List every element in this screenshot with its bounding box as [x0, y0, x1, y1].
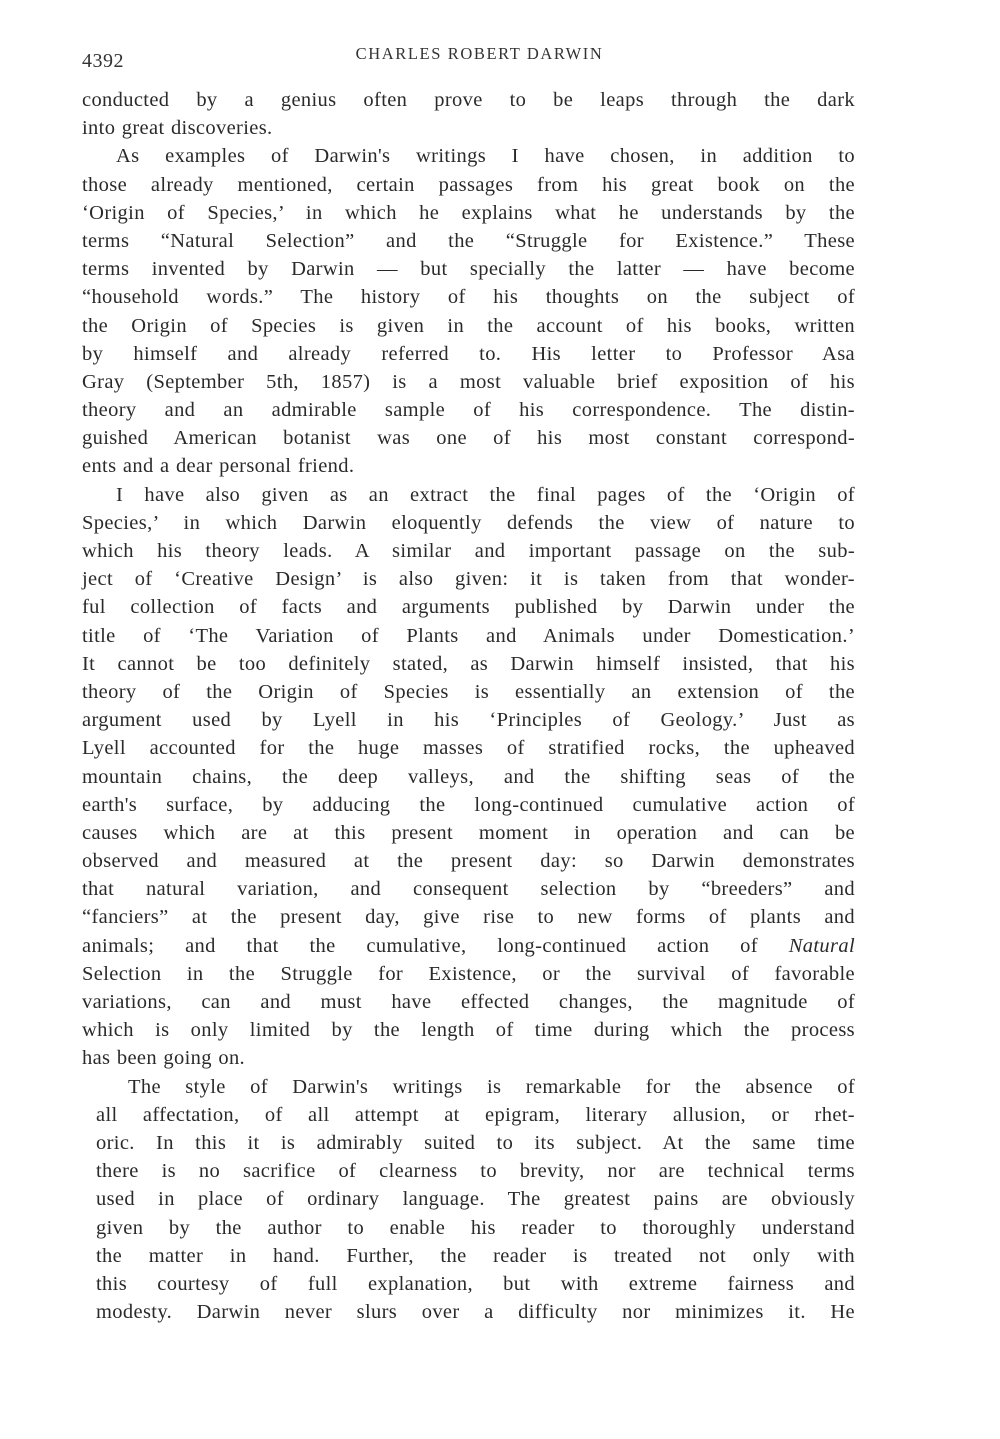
- running-title: CHARLES ROBERT DARWIN: [355, 44, 604, 63]
- paragraph-3: [82, 481, 855, 1073]
- text-line: title of ‘The Variation of Plants and Animals under Domestication.’: [82, 624, 855, 647]
- text-line: ents and a dear personal friend.: [82, 455, 355, 478]
- text-line: “household words.” The history of his thoughts on the subject of: [82, 286, 855, 309]
- text-line: this courtesy of full explanation, but with extreme fairness and: [96, 1272, 855, 1295]
- paragraph-1: [82, 86, 855, 142]
- text-line: terms “Natural Selection” and the “Struggle for Existence.” These: [82, 229, 855, 252]
- text-line: ject of ‘Creative Design’ is also given: it is taken from that wonder-: [82, 568, 855, 591]
- text-line-with-italic: [82, 932, 855, 960]
- text-line: variations, can and must have effected changes, the magnitude of: [82, 991, 855, 1013]
- text-line: I have also given as an extract the final pages of the ‘Origin of: [116, 483, 855, 506]
- text-line: argument used by Lyell in his ‘Principles of Geology.’ Just as: [82, 709, 855, 732]
- text-line: Species,’ in which Darwin eloquently defends the view of nature to: [82, 511, 855, 534]
- text-line: Selection in the Struggle for Existence, or the survival of favorable: [82, 962, 855, 985]
- text-line: has been going on.: [82, 1047, 246, 1070]
- text-line: terms invented by Darwin — but specially the latter — have become: [82, 258, 855, 281]
- text-line: observed and measured at the present day: so Darwin demonstrates: [82, 850, 855, 873]
- text-line: mountain chains, the deep valleys, and the shifting seas of the: [82, 765, 855, 788]
- text-line: As examples of Darwin's writings I have chosen, in addition to: [116, 145, 855, 168]
- text-line: which his theory leads. A similar and important passage on the sub-: [82, 540, 855, 562]
- text-line: into great discoveries.: [82, 117, 273, 140]
- text-line: by himself and already referred to. His letter to Professor Asa: [82, 342, 855, 365]
- text-line: The style of Darwin's writings is remarkable for the absence of: [128, 1075, 855, 1098]
- italic-term: Natural: [788, 934, 855, 957]
- page-number: 4392: [82, 50, 124, 72]
- text-line: which is only limited by the length of time during which the process: [82, 1019, 855, 1042]
- text-line: the Origin of Species is given in the account of his books, written: [82, 314, 855, 337]
- text-line: conducted by a genius often prove to be leaps through the dark: [82, 89, 855, 111]
- text-line: “fanciers” at the present day, give rise to new forms of plants and: [82, 906, 855, 929]
- paragraph-4: [82, 1073, 855, 1327]
- text-line: all affectation, of all attempt at epigram, literary allusion, or rhet-: [96, 1103, 855, 1126]
- text-line: used in place of ordinary language. The greatest pains are obviously: [96, 1188, 855, 1211]
- text-line: that natural variation, and consequent selection by “breeders” and: [82, 878, 855, 901]
- text-line: theory of the Origin of Species is essentially an extension of the: [82, 680, 855, 703]
- text-fragment: animals; and that the cumulative, long-continued action of: [82, 934, 758, 957]
- text-line: given by the author to enable his reader to thoroughly understand: [96, 1216, 855, 1239]
- text-line: those already mentioned, certain passages from his great book on the: [82, 173, 855, 196]
- paragraph-2: [82, 142, 855, 480]
- text-line: there is no sacrifice of clearness to brevity, nor are technical terms: [96, 1160, 855, 1183]
- running-head: [82, 44, 857, 74]
- text-line: ‘Origin of Species,’ in which he explains what he understands by the: [82, 201, 855, 224]
- text-line: causes which are at this present moment in operation and can be: [82, 821, 855, 844]
- text-line: Lyell accounted for the huge masses of stratified rocks, the upheaved: [82, 737, 855, 760]
- text-line: theory and an admirable sample of his correspondence. The distin-: [82, 399, 855, 422]
- text-line: earth's surface, by adducing the long-continued cumulative action of: [82, 793, 855, 816]
- text-line: It cannot be too definitely stated, as Darwin himself insisted, that his: [82, 652, 855, 675]
- body-text: [82, 86, 855, 1326]
- text-line: Gray (September 5th, 1857) is a most valuable brief exposition of his: [82, 370, 855, 393]
- text-line: ful collection of facts and arguments published by Darwin under the: [82, 596, 855, 619]
- text-line: modesty. Darwin never slurs over a difficulty nor minimizes it. He: [96, 1301, 855, 1324]
- text-line: the matter in hand. Further, the reader is treated not only with: [96, 1244, 855, 1267]
- text-line: oric. In this it is admirably suited to its subject. At the same time: [96, 1131, 855, 1154]
- text-line: guished American botanist was one of his most constant correspond-: [82, 427, 855, 450]
